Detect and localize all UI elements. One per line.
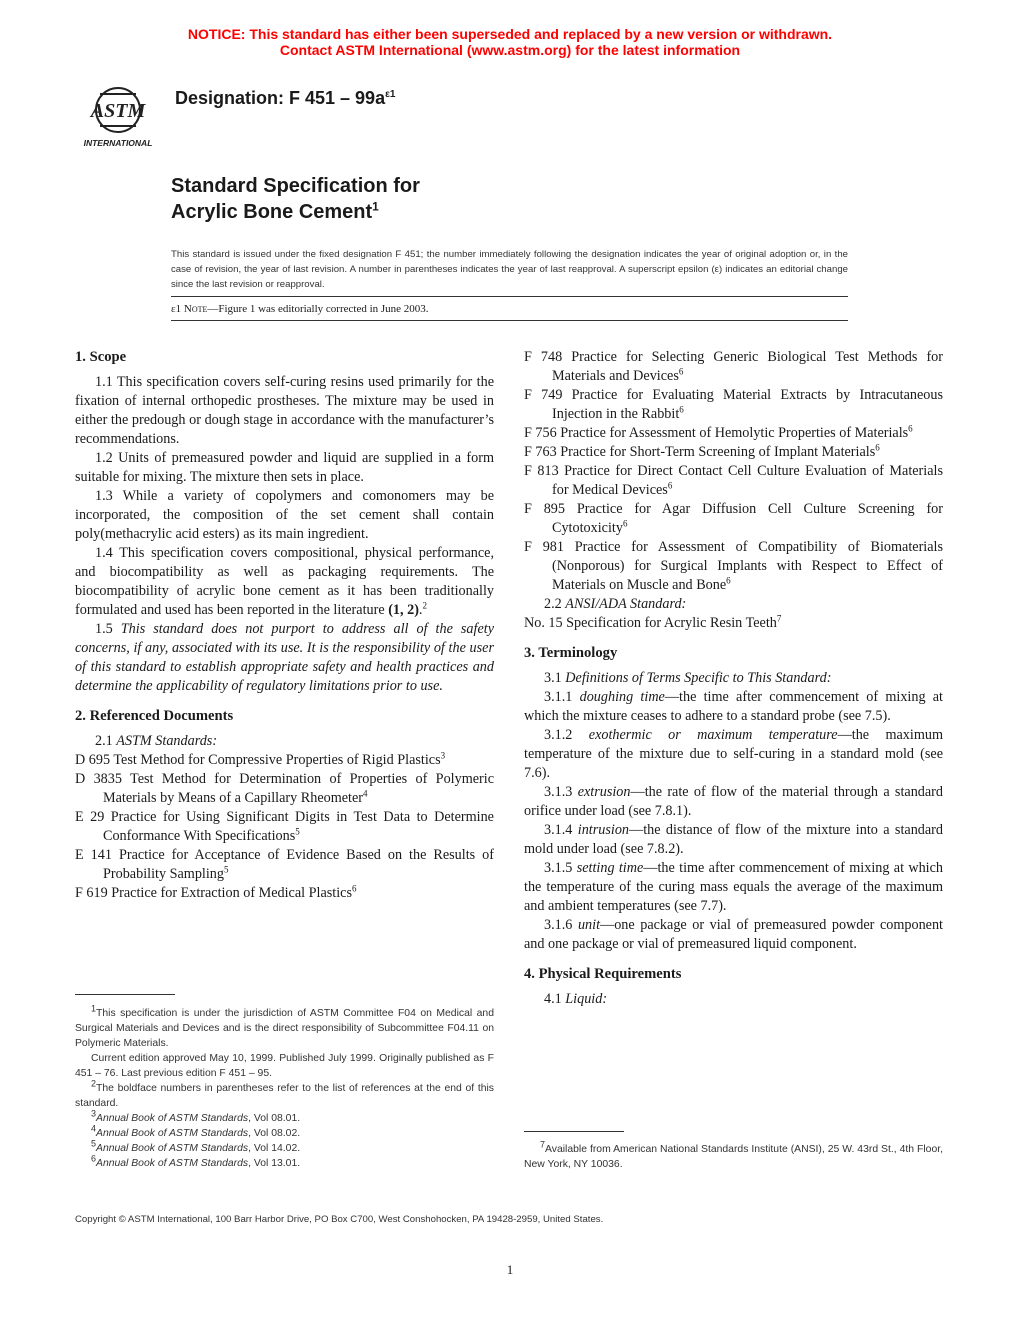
astm-standards-label: 2.1 ASTM Standards: <box>95 733 218 749</box>
page-number: 1 <box>506 1262 514 1277</box>
reference-item: F 748 Practice for Selecting Generic Biological Test Methods for Materials and Devices$^6$ <box>524 349 943 384</box>
terminology-3-1: 3.1 Definitions of Terms Specific to This Standard: <box>544 670 832 686</box>
footnote-rule-right <box>524 1131 624 1132</box>
scope-footnote-mark: 2 <box>422 600 427 611</box>
definition-item: 3.1.3 extrusion—the rate of flow of the material through a standard orifice under load (see 7.8.1). <box>524 784 943 819</box>
footnote: $^3$Annual Book of ASTM Standards, Vol 08.01. <box>91 1108 301 1124</box>
footnote: $^4$Annual Book of ASTM Standards, Vol 08.02. <box>91 1123 301 1139</box>
document-title <box>171 173 420 225</box>
reference-item: F 756 Practice for Assessment of Hemolytic Properties of Materials$^6$ <box>524 423 913 441</box>
issuance-statement: This standard is issued under the fixed designation F 451; the number immediately following the designation indicates the year of original adoption or, in the case of revision, the year of last revision. A number in parentheses indicates the year of last reapproval. A superscript epsilon (ε) indicates an editorial change since the last revision or reapproval. <box>171 249 848 290</box>
reference-item: F 895 Practice for Agar Diffusion Cell Culture Screening for Cytotoxicity$^6$ <box>524 501 943 536</box>
referenced-documents-continued <box>524 348 943 633</box>
title-footnote-mark: 1 <box>372 199 379 214</box>
footnote: Current edition approved May 10, 1999. Published July 1999. Originally published as F 451 – 76. Last previous edition F 451 – 95. <box>75 1053 494 1079</box>
scope-1-4: 1.4 This specification covers compositional, physical performance, and biocompatibility as well as packaging requirements. The biocompatibility of acrylic bone cement as it has been traditionally formulated and used has been reported in the literature (1, 2).$^2$ <box>75 545 494 618</box>
footnotes-left <box>75 1003 494 1171</box>
footnotes-right <box>524 1139 943 1172</box>
scope-1-3: 1.3 While a variety of copolymers and comonomers may be incorporated, the composition of the set cement shall contain poly(methacrylic acid esters) as its main ingredient. <box>75 488 494 542</box>
scope-1-1: 1.1 This specification covers self-curing resins used primarily for the fixation of internal orthopedic prostheses. The mixture may be used in either the predough or dough stage in accordance with the manufacturer’s recommendations. <box>75 374 494 447</box>
astm-logo-mark <box>84 88 153 148</box>
left-column <box>75 348 494 914</box>
right-column <box>524 348 943 1020</box>
designation-epsilon: ε1 <box>385 89 396 100</box>
reference-item: F 981 Practice for Assessment of Compatibility of Biomaterials (Nonporous) for Surgical Implants with Respect to Effect of Materials on Muscle and Bone$^6$ <box>524 539 943 593</box>
footnote: $^6$Annual Book of ASTM Standards, Vol 13.01. <box>91 1153 301 1169</box>
footnote: $^5$Annual Book of ASTM Standards, Vol 14.02. <box>91 1138 301 1154</box>
section-referenced-documents <box>75 707 494 903</box>
scope-1-5: 1.5 This standard does not purport to address all of the safety concerns, if any, associated with its use. It is the responsibility of the user of this standard to establish appropriate safety and health practices and determine the applicability of regulatory limitations prior to use. <box>75 621 494 694</box>
footnote: $^1$This specification is under the jurisdiction of ASTM Committee F04 on Medical and Surgical Materials and Devices and is the direct responsibility of Subcommittee F04.11 on Polymeric Materials. <box>75 1003 494 1049</box>
reference-item: F 763 Practice for Short-Term Screening of Implant Materials$^6$ <box>524 442 880 460</box>
scope-ref-bold: (1, 2) <box>388 602 419 618</box>
reference-item: D 695 Test Method for Compressive Properties of Rigid Plastics$^3$ <box>75 750 446 768</box>
scope-heading: 1. Scope <box>75 349 127 365</box>
title-line-2: Acrylic Bone Cement <box>171 201 373 223</box>
definition-item: 3.1.6 unit—one package or vial of premeasured powder component and one package or vial of premeasured liquid component. <box>524 917 944 952</box>
note-bottom-rule <box>171 320 848 321</box>
reference-item: F 813 Practice for Direct Contact Cell Culture Evaluation of Materials for Medical Devices$^6$ <box>524 463 943 498</box>
title-line-1: Standard Specification for <box>171 175 420 197</box>
note-label: Note <box>183 303 208 315</box>
astm-logo <box>76 80 160 150</box>
notice-line-2: Contact ASTM International (www.astm.org) for the latest information <box>279 42 741 58</box>
reference-item: D 3835 Test Method for Determination of Properties of Polymeric Materials by Means of a Capillary Rheometer$^4$ <box>75 771 494 806</box>
section-terminology <box>524 644 943 954</box>
designation <box>175 88 395 109</box>
physical-heading: 4. Physical Requirements <box>524 966 682 982</box>
scope-1-2: 1.2 Units of premeasured powder and liquid are supplied in a form suitable for mixing. The mixture then sets in place. <box>75 450 494 485</box>
footnote: $^7$Available from American National Standards Institute (ANSI), 25 W. 43rd St., 4th Floor, New York, NY 10036. <box>524 1139 943 1170</box>
svg-text:ASTM: ASTM <box>90 100 146 122</box>
definition-item: 3.1.5 setting time—the time after commencement of mixing at which the temperature of the curing mass equals the average of the maximum and ambient temperatures (see 7.7). <box>524 860 944 914</box>
reference-item: E 29 Practice for Using Significant Digits in Test Data to Determine Conformance With Specifications$^5$ <box>75 809 494 844</box>
note-text: —Figure 1 was editorially corrected in June 2003. <box>207 303 429 315</box>
reference-item: E 141 Practice for Acceptance of Evidence Based on the Results of Probability Sampling$^5$ <box>75 847 494 882</box>
physical-4-1: 4.1 Liquid: <box>544 991 608 1007</box>
editorial-note <box>171 303 429 315</box>
withdrawn-notice <box>0 26 1020 58</box>
section-physical-requirements <box>524 965 943 1009</box>
notice-line-1: NOTICE: This standard has either been superseded and replaced by a new version or withdrawn. <box>187 26 833 42</box>
svg-text:INTERNATIONAL: INTERNATIONAL <box>83 138 153 148</box>
definition-item: 3.1.2 exothermic or maximum temperature—the maximum temperature of the mixture due to self-curing in a standard mold (see 7.6). <box>524 727 944 781</box>
section-scope <box>75 348 494 696</box>
designation-label: Designation: F 451 – 99a <box>175 88 386 108</box>
footnote-rule-left <box>75 994 175 995</box>
refdocs-heading: 2. Referenced Documents <box>75 708 234 724</box>
ansi-standard-label: 2.2 ANSI/ADA Standard: <box>544 596 687 612</box>
reference-item: F 749 Practice for Evaluating Material Extracts by Intracutaneous Injection in the Rabbit$^6$ <box>524 387 943 422</box>
copyright-line: Copyright © ASTM International, 100 Barr Harbor Drive, PO Box C700, West Conshohocken, PA 19428-2959, United States. <box>75 1214 604 1225</box>
definition-item: 3.1.4 intrusion—the distance of flow of the mixture into a standard mold under load (see 7.8.2). <box>524 822 943 857</box>
note-top-rule <box>171 296 848 297</box>
definition-item: 3.1.1 doughing time—the time after commencement of mixing at which the mixture ceases to adhere to a standard probe (see 7.5). <box>524 689 944 724</box>
ansi-reference-item: No. 15 Specification for Acrylic Resin Teeth$^7$ <box>524 613 782 631</box>
terminology-heading: 3. Terminology <box>524 645 618 661</box>
reference-item: F 619 Practice for Extraction of Medical Plastics$^6$ <box>75 883 357 901</box>
footnote: $^2$The boldface numbers in parentheses refer to the list of references at the end of this standard. <box>75 1078 494 1109</box>
note-epsilon: ε1 <box>171 303 182 315</box>
